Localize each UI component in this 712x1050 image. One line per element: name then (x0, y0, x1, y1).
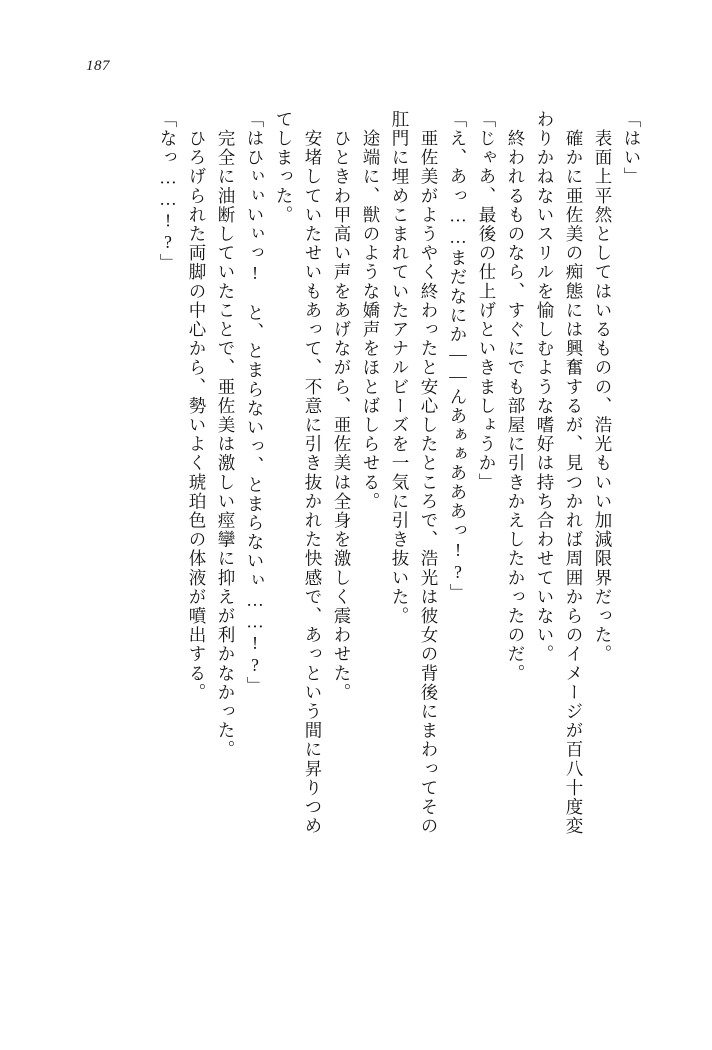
text-column: 表面上平然としてはいるものの、浩光もいい加減限界だった。 (593, 110, 613, 664)
text-column: わりかねないスリルを愉しむような嗜好は持ち合わせていない。 (535, 110, 555, 664)
text-column: 安堵していたせいもあって、不意に引き抜かれた快感で、あっという間に昇りつめ (303, 110, 323, 836)
text-column: 「じゃあ、最後の仕上げといきましょうか」 (477, 110, 497, 492)
text-column: 終われるものなら、すぐにでも部屋に引きかえしたかったのだ。 (506, 110, 526, 683)
text-column: 完全に油断していたことで、亜佐美は激しい痙攣に抑えが利かなかった。 (216, 110, 236, 760)
text-column: 確かに亜佐美の痴態には興奮するが、見つかれば周囲からのイメージが百八十度変 (564, 110, 584, 836)
text-column: ひときわ甲高い声をあげながら、亜佐美は全身を激しく震わせた。 (332, 110, 352, 703)
text-column: ひろげられた両脚の中心から、勢いよく琥珀色の体液が噴出する。 (187, 110, 207, 703)
text-column: 「え、あっ……まだなにか——んあぁぁあああっ!?」 (448, 110, 468, 603)
text-column: 亜佐美がようやく終わったと安心したところで、浩光は彼女の背後にまわってその (419, 110, 439, 836)
text-column: 途端に、獣のような嬌声をほとばしらせる。 (361, 110, 381, 512)
page-number: 187 (86, 58, 110, 74)
text-column: 肛門に埋めこまれていたアナルビーズを一気に引き抜いた。 (390, 110, 410, 626)
text-column: 「はひぃぃいぃっ! と、とまらないっ、とまらないぃ……!?」 (245, 110, 265, 696)
text-column: 「はい」 (622, 110, 642, 187)
text-column: てしまった。 (274, 110, 294, 225)
vertical-text-body (66, 110, 640, 980)
text-column: 「なっ……!?」 (158, 110, 178, 273)
